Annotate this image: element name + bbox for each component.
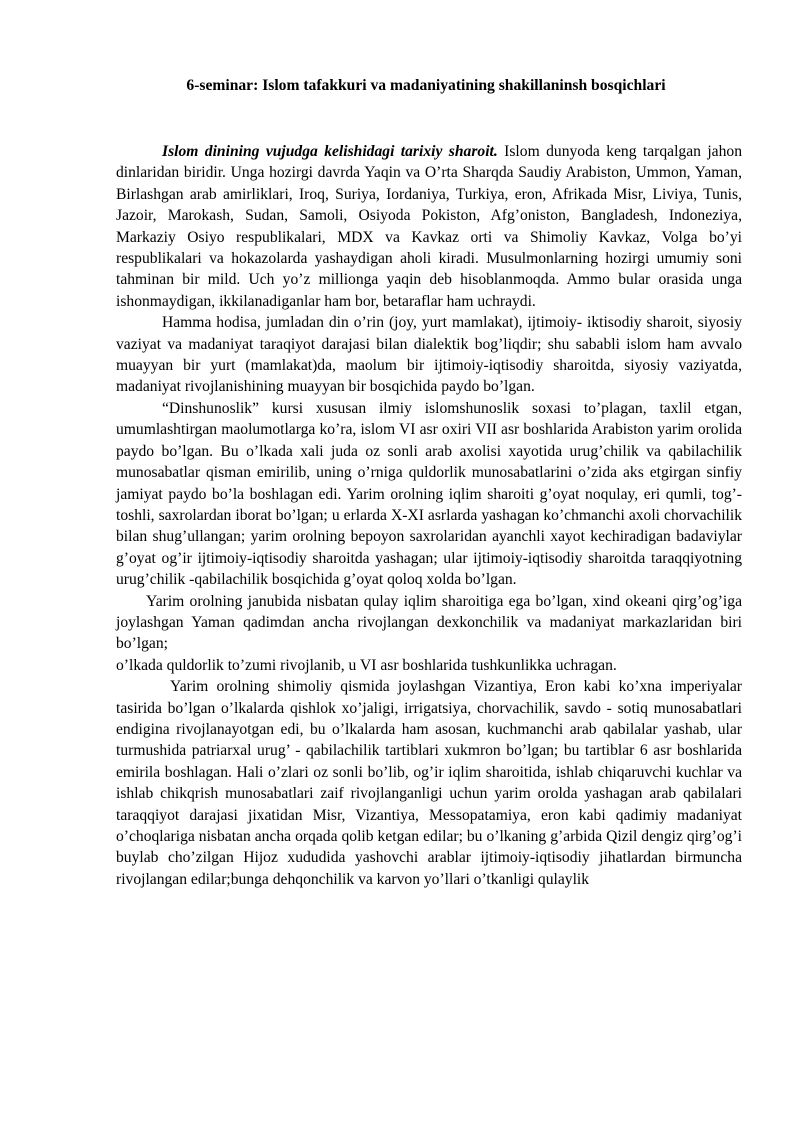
paragraph-2 xyxy=(116,312,742,398)
paragraph-5 xyxy=(116,655,742,676)
page-title: 6-seminar: Islom tafakkuri va madaniyatining shakillaninsh bosqichlari xyxy=(186,77,666,94)
paragraph-4 xyxy=(116,591,742,655)
paragraph-3-text: “Dinshunoslik” kursi xususan ilmiy islomshunoslik soxasi to’plagan, taxlil etgan, umumlashtirgan maolumotlarga ko’ra, islom VI asr oxiri VII asr boshlarida Arabiston yarim orolida paydo bo’lgan. Bu o’lkada xali juda oz sonli arab axolisi xayotida urug’chilik va qabilachilik munosabatlar qisman emirilib, uning o’rniga quldorlik munosabatlarini o’zida aks etgirgan sinfiy jamiyat paydo bo’la boshlagan edi. Yarim orolning iqlim sharoiti g’oyat noqulay, eri qumli, tog’-toshli, saxrolardan iborat bo’lgan; u erlarda X-XI asrlarda yashagan ko’chmanchi axoli chorvachilik bilan shug’ullangan; yarim orolning bepoyon saxrolaridan ayanchli xayot kechiradigan badaviylar g’oyat og’ir ijtimoiy-iqtisodiy sharoitda yashagan; ular ijtimoiy-iqtisodiy sharoitda taraqqiyotning urug’chilik -qabilachilik bosqichida g’oyat qoloq xolda bo’lgan. xyxy=(116,399,742,589)
paragraph-2-text: Hamma hodisa, jumladan din o’rin (joy, yurt mamlakat), ijtimoiy- iktisodiy sharoit, siyosiy vaziyat va madaniyat taraqiyot darajasi bilan dialektik bog’liqdir; shu sababli islom ham avvalo muayyan bir yurt (mamlakat)da, maolum bir ijtimoiy-iqtisodiy sharoitda, siyosiy vaziyatda, madaniyat rivojlanishining muayyan bir bosqichida paydo bo’lgan. xyxy=(116,314,742,396)
paragraph-3 xyxy=(116,398,742,591)
paragraph-6-text: Yarim orolning shimoliy qismida joylashgan Vizantiya, Eron kabi ko’xna imperiyalar tasirida bo’lgan o’lkalarda qishlok xo’jaligi, irrigatsiya, chorvachilik, savdo - sotiq munosabatlari endigina rivojlanayotgan edi, bu o’lkalarda ham asosan, kuchmanchi arab qabilalar yashab, ular turmushida patriarxal urug’ - qabilachilik tartiblari xukmron bo’lgan; bu tartiblar 6 asr boshlarida emirila boshlagan. Hali o’zlari oz sonli bo’lib, og’ir iqlim sharoitida, ishlab chiqaruvchi kuchlar va ishlab chikqrish munosabatlari zaif rivojlanganligi uchun yarim orolda yashagan arab qabilalari taraqqiyot darajasi jixatidan Misr, Vizantiya, Messopatamiya, eron kabi qadimiy madaniyat o’choqlariga nisbatan ancha orqada qolib ketgan edilar; bu o’lkaning g’arbida Qizil dengiz qirg’og’i buylab cho’zilgan Hijoz xududida yashovchi arablar ijtimoiy-iqtisodiy jihatlardan birmuncha rivojlangan edilar;bunga dehqonchilik va karvon yo’llari o’tkanligi qulaylik xyxy=(116,678,742,888)
paragraph-6 xyxy=(116,676,742,890)
paragraph-1-text: Islom dunyoda keng tarqalgan jahon dinlaridan biridir. Unga hozirgi davrda Yaqin va O’rta Sharqda Saudiy Arabiston, Ummon, Yaman, Birlashgan arab amirliklari, Iroq, Suriya, Iordaniya, Turkiya, eron, Afrikada Misr, Liviya, Tunis, Jazoir, Marokash, Sudan, Samoli, Osiyoda Pokiston, Afg’oniston, Bangladesh, Indoneziya, Markaziy Osiyo respublikalari, MDX va Kavkaz orti va Shimoliy Kavkaz, Volga bo’yi respublikalari va hokazolarda yashaydigan aholi kiradi. Musulmonlarning hozirgi umumiy soni tahminan bir mild. Uch yo’z millionga yaqin deb hisoblanmoqda. Ammo bular orasida unga ishonmaydigan, ikkilanadiganlar ham bor, betaraflar ham uchraydi. xyxy=(116,143,742,310)
paragraph-1 xyxy=(116,141,742,312)
paragraph-5-text: o’lkada quldorlik to’zumi rivojlanib, u VI asr boshlarida tushkunlikka uchragan. xyxy=(116,656,617,674)
paragraph-4-text: Yarim orolning janubida nisbatan qulay iqlim sharoitiga ega bo’lgan, xind okeani qirg’og’iga joylashgan Yaman qadimdan ancha rivojlangan dexkonchilik va madaniyat markazlaridan biri bo’lgan; xyxy=(116,592,742,653)
document-body xyxy=(116,141,742,890)
paragraph-1-lead: Islom dinining vujudga kelishidagi tarixiy sharoit. xyxy=(162,143,498,160)
